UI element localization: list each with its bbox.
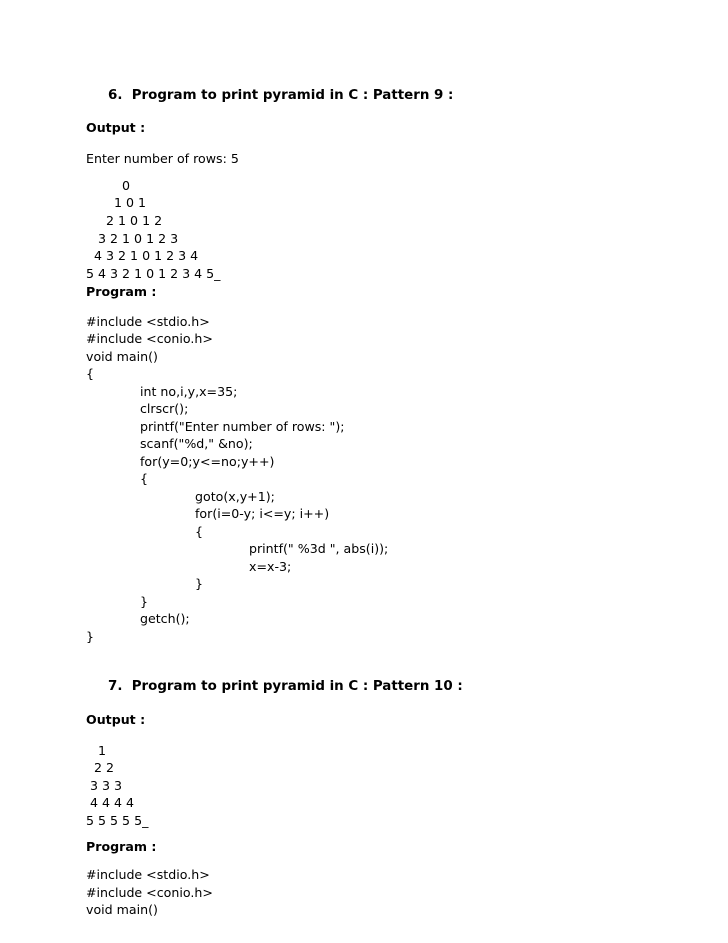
code-line: #include <conio.h> [86,331,213,346]
code-line: } [86,629,95,644]
code-line: getch(); [140,611,190,626]
program-label: Program : [86,839,157,854]
output-line: 0 [86,178,131,193]
output-line: 2 2 [86,760,115,775]
output-line: 1 0 1 [86,195,147,210]
code-line: void main() [86,902,158,917]
code-line: goto(x,y+1); [195,489,275,504]
output-line: 5 5 5 5 5_ [86,813,149,828]
code-line: int no,i,y,x=35; [140,384,238,399]
output-line: 2 1 0 1 2 [86,213,163,228]
code-line: } [195,576,204,591]
code-line: #include <stdio.h> [86,314,210,329]
output-line: 4 3 2 1 0 1 2 3 4 [86,248,199,263]
code-line: } [140,594,149,609]
output-line: 3 3 3 [86,778,123,793]
code-line: #include <conio.h> [86,885,213,900]
output-line: 4 4 4 4 [86,795,135,810]
code-line: x=x-3; [249,559,292,574]
output-label: Output : [86,712,146,727]
code-line: scanf("%d," &no); [140,436,253,451]
code-line: printf("Enter number of rows: "); [140,419,345,434]
program-label: Program : [86,284,157,299]
code-line: void main() [86,349,158,364]
output-line: 5 4 3 2 1 0 1 2 3 4 5_ [86,266,221,281]
code-line: { [195,524,204,539]
output-line: 1 [86,743,107,758]
code-line: { [86,366,95,381]
code-line: for(y=0;y<=no;y++) [140,454,275,469]
output-line: Enter number of rows: 5 [86,151,239,166]
code-line: for(i=0-y; i<=y; i++) [195,506,330,521]
code-line: clrscr(); [140,401,189,416]
code-line: { [140,471,149,486]
code-line: #include <stdio.h> [86,867,210,882]
section-heading: 7. Program to print pyramid in C : Pattern 10 : [108,679,463,694]
output-label: Output : [86,120,146,135]
section-heading: 6. Program to print pyramid in C : Pattern 9 : [108,88,454,103]
code-line: printf(" %3d ", abs(i)); [249,541,389,556]
output-line: 3 2 1 0 1 2 3 [86,231,179,246]
